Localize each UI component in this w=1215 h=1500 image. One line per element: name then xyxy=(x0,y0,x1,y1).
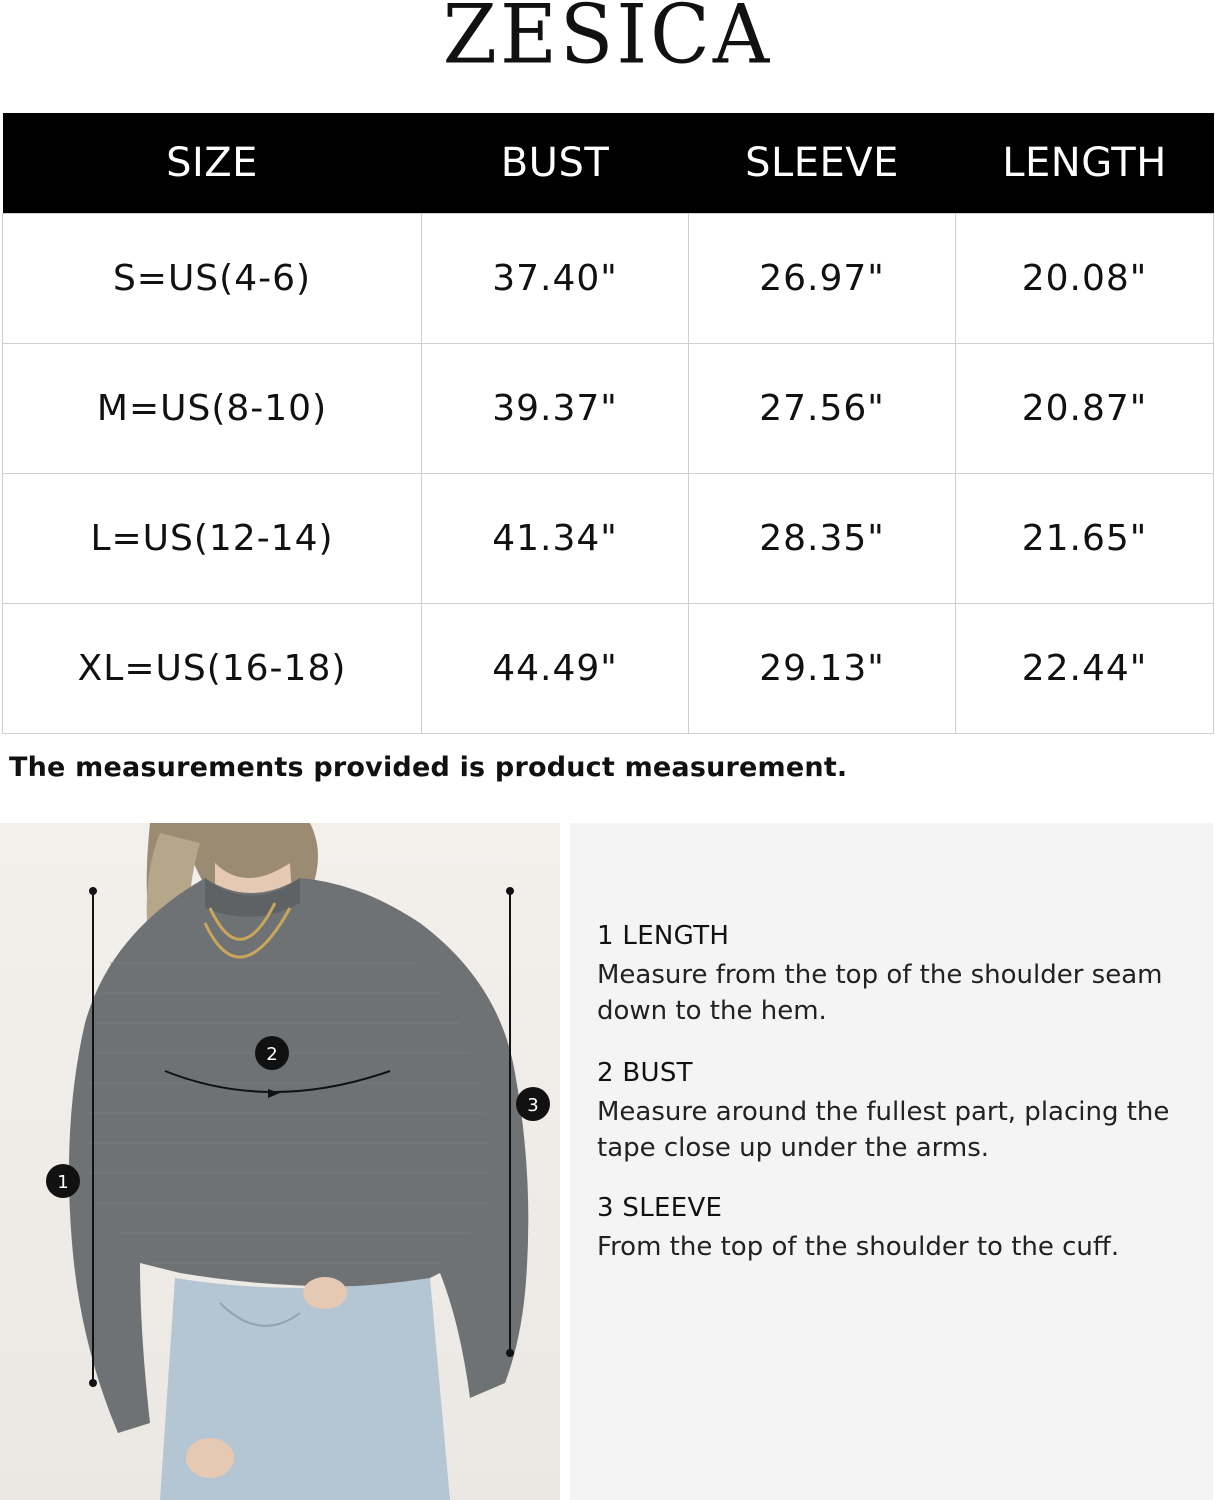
cell-bust: 39.37" xyxy=(422,344,689,474)
sleeve-line-top-dot xyxy=(506,887,514,895)
marker-2: 2 xyxy=(266,1044,278,1065)
cell-sleeve: 28.35" xyxy=(689,474,956,604)
cell-sleeve: 26.97" xyxy=(689,214,956,344)
instruction-title: 1 LENGTH xyxy=(597,921,730,951)
cell-size: S=US(4-6) xyxy=(3,214,422,344)
cell-length: 20.08" xyxy=(956,214,1214,344)
header-length: LENGTH xyxy=(956,113,1214,214)
model-photo xyxy=(0,823,560,1500)
instruction-title: 2 BUST xyxy=(597,1058,693,1088)
marker-3: 3 xyxy=(527,1095,539,1116)
instruction-length xyxy=(597,921,1197,1029)
table-row xyxy=(3,474,1214,604)
size-chart-table xyxy=(2,113,1214,734)
brand-logo: ZESICA xyxy=(442,0,773,83)
cell-length: 22.44" xyxy=(956,604,1214,734)
length-line-top-dot xyxy=(89,887,97,895)
cell-sleeve: 29.13" xyxy=(689,604,956,734)
instruction-title: 3 SLEEVE xyxy=(597,1193,723,1223)
sleeve-line-bottom-dot xyxy=(506,1349,514,1357)
instruction-bust xyxy=(597,1058,1197,1166)
hand-left xyxy=(186,1438,234,1478)
cell-size: L=US(12-14) xyxy=(3,474,422,604)
cell-sleeve: 27.56" xyxy=(689,344,956,474)
instruction-text: Measure from the top of the shoulder seam down to the hem. xyxy=(597,960,1163,1026)
cell-bust: 37.40" xyxy=(422,214,689,344)
cell-length: 20.87" xyxy=(956,344,1214,474)
instruction-sleeve xyxy=(597,1193,1197,1265)
measurement-instructions xyxy=(570,823,1213,1500)
model-illustration xyxy=(0,823,560,1500)
cell-size: XL=US(16-18) xyxy=(3,604,422,734)
length-line-bottom-dot xyxy=(89,1379,97,1387)
cell-size: M=US(8-10) xyxy=(3,344,422,474)
table-row xyxy=(3,344,1214,474)
table-row xyxy=(3,604,1214,734)
header-bust: BUST xyxy=(422,113,689,214)
cell-bust: 41.34" xyxy=(422,474,689,604)
header-sleeve: SLEEVE xyxy=(689,113,956,214)
measurement-note: The measurements provided is product measurement. xyxy=(9,752,848,783)
header-size: SIZE xyxy=(3,113,422,214)
table-row xyxy=(3,214,1214,344)
cell-bust: 44.49" xyxy=(422,604,689,734)
cell-length: 21.65" xyxy=(956,474,1214,604)
table-header-row xyxy=(3,113,1214,214)
instruction-text: Measure around the fullest part, placing the tape close up under the arms. xyxy=(597,1097,1170,1163)
hand-right xyxy=(303,1277,347,1309)
marker-1: 1 xyxy=(57,1172,69,1193)
instruction-text: From the top of the shoulder to the cuff. xyxy=(597,1232,1120,1262)
